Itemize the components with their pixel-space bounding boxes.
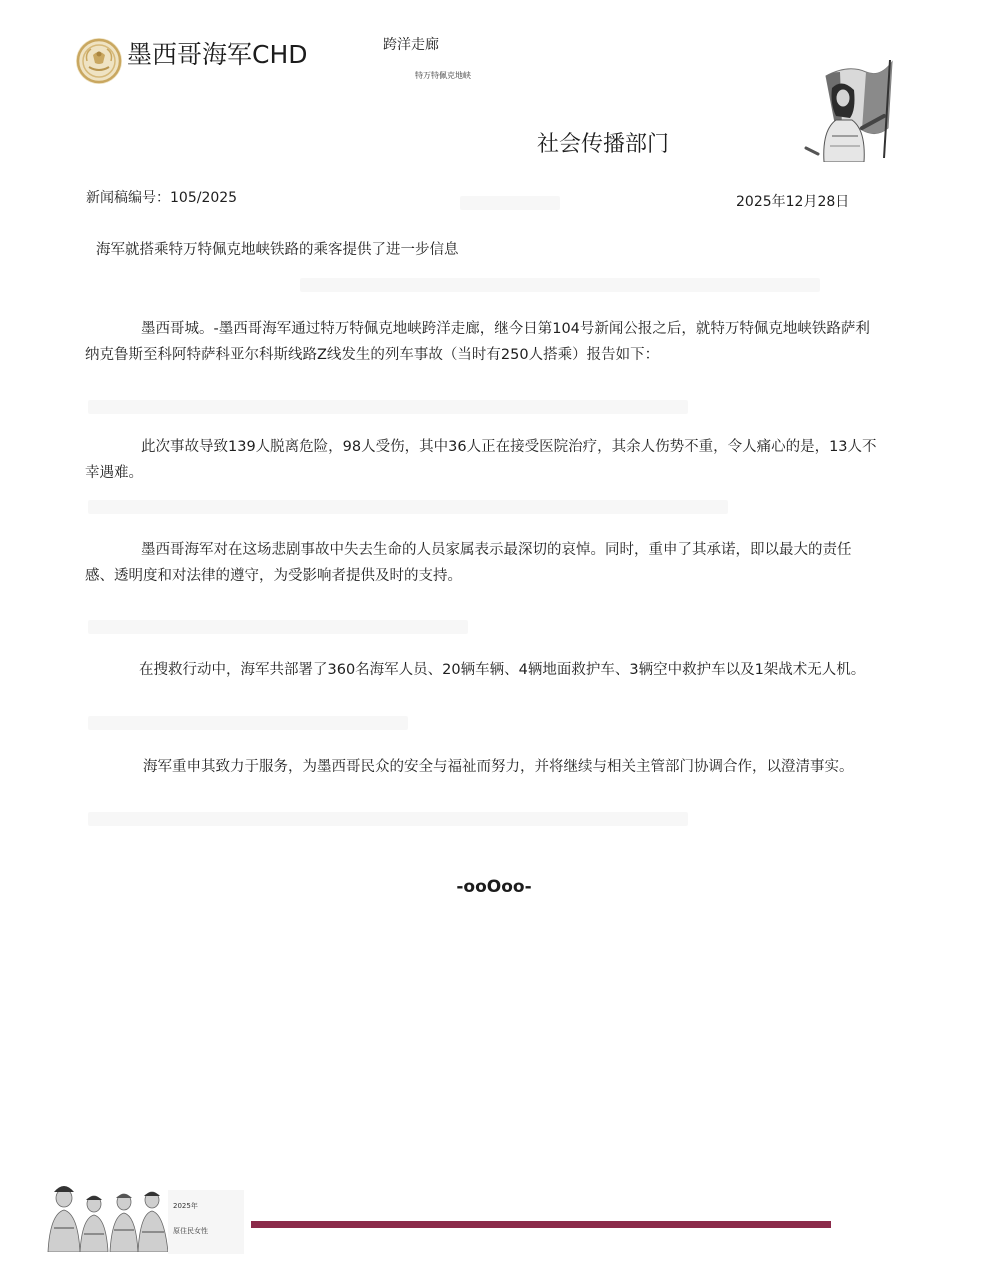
- footer-label: 原住民女性: [173, 1227, 208, 1235]
- release-date: 2025年12月28日: [736, 194, 850, 210]
- body-paragraph: 墨西哥城。-墨西哥海军通过特万特佩克地峡跨洋走廊，继今日第104号新闻公报之后，就特万特佩克地峡铁路萨利纳克鲁斯至科阿特萨科亚尔科斯线路Z线发生的列车事故（当时有250人搭乘）报告如下：: [85, 321, 870, 363]
- scan-artifact: [88, 716, 408, 730]
- corridor-title: 跨洋走廊: [383, 37, 439, 53]
- scan-artifact: [88, 812, 688, 826]
- release-number: 新闻稿编号：105/2025: [86, 190, 238, 206]
- scan-artifact: [88, 620, 468, 634]
- body-paragraph: 在搜救行动中，海军共部署了360名海军人员、20辆车辆、4辆地面救护车、3辆空中救护车以及1架战术无人机。: [139, 662, 866, 678]
- brand-title: 墨西哥海军CHD: [127, 40, 308, 69]
- indigenous-women-illustration: [44, 1178, 174, 1252]
- body-paragraph: 墨西哥海军对在这场悲剧事故中失去生命的人员家属表示最深切的哀悼。同时，重申了其承诺，即以最大的责任感、透明度和对法律的遵守，为受影响者提供及时的支持。: [85, 542, 852, 584]
- body-paragraph: 此次事故导致139人脱离危险，98人受伤，其中36人正在接受医院治疗，其余人伤势不重，令人痛心的是，13人不幸遇难。: [85, 439, 877, 481]
- headline: 海军就搭乘特万特佩克地峡铁路的乘客提供了进一步信息: [96, 242, 459, 258]
- scan-artifact: [88, 400, 688, 414]
- body-paragraph: 海军重申其致力于服务，为墨西哥民众的安全与福祉而努力，并将继续与相关主管部门协调合作，以澄清事实。: [143, 759, 854, 775]
- scan-artifact: [300, 278, 820, 292]
- navy-seal-logo: [75, 37, 123, 85]
- scan-artifact: [88, 500, 728, 514]
- footer-accent-bar: [251, 1221, 831, 1228]
- woman-with-flag-illustration: [796, 58, 896, 162]
- department-title: 社会传播部门: [537, 132, 670, 157]
- footer-label-box: [168, 1190, 244, 1254]
- closing-mark: -ooOoo-: [456, 877, 532, 897]
- corridor-subtitle: 特万特佩克地峡: [415, 71, 471, 80]
- scan-artifact: [460, 196, 560, 210]
- footer-year: 2025年: [173, 1202, 198, 1210]
